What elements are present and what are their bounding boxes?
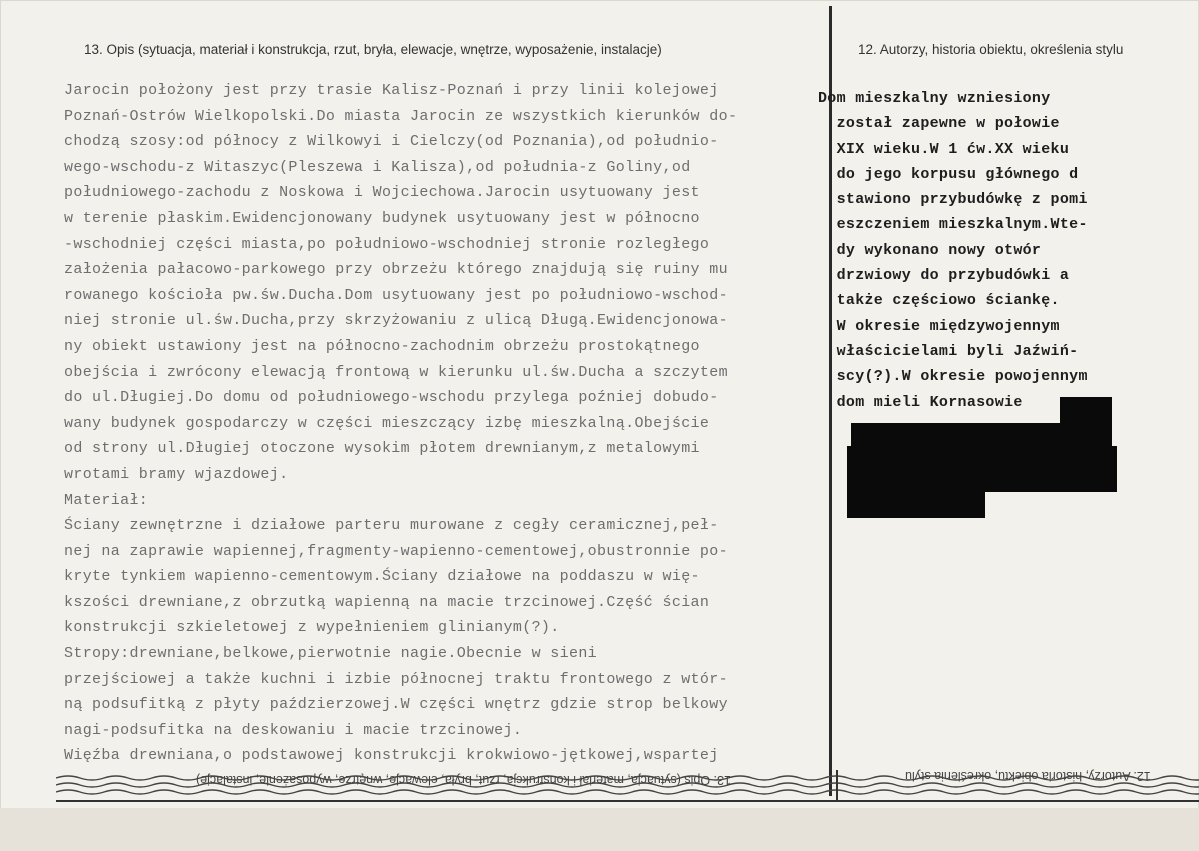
mirrored-section-13-header: 13. Opis (sytuacja, materiał i konstrukcja, rzut, bryła, elewacje, wnętrze, wyposażenie, instalacje) — [196, 773, 731, 787]
text-line: W okresie międzywojennym — [818, 317, 1060, 335]
text-line: obejścia i zwrócony elewacją frontową w kierunku ul.św.Ducha a szczytem — [64, 363, 728, 381]
text-line: ny obiekt ustawiony jest na północno-zachodnim obrzeżu prostokątnego — [64, 337, 700, 355]
text-line: scy(?).W okresie powojennym — [818, 368, 1088, 386]
redaction-block — [847, 446, 1117, 492]
text-line: także częściowo ściankę. — [818, 292, 1060, 310]
text-line: założenia pałacowo-parkowego przy obrzeżu którego znajdują się ruiny mu — [64, 261, 728, 279]
text-line: rowanego kościoła pw.św.Ducha.Dom usytuowany jest po południowo-wschod- — [64, 286, 728, 304]
text-line: wrotami bramy wjazdowej. — [64, 465, 289, 483]
text-line: do ul.Długiej.Do domu od południowego-wschodu przylega poźniej dobudo- — [64, 389, 719, 407]
text-line: od strony ul.Długiej otoczone wysokim płotem drewnianym,z metalowymi — [64, 440, 700, 458]
text-line: dom mieli Kornasowie — [818, 393, 1023, 411]
text-line: Stropy:drewniane,belkowe,pierwotnie nagie.Obecnie w sieni — [64, 645, 598, 663]
text-line: został zapewne w połowie — [818, 115, 1060, 133]
description-text — [64, 78, 737, 769]
mirrored-section-12-header: 12. Autorzy, historia obiektu, określenia stylu — [905, 769, 1151, 783]
text-line: południowego-zachodu z Noskowa i Wojciechowa.Jarocin usytuowany jest — [64, 184, 700, 202]
text-line: Poznań-Ostrów Wielkopolski.Do miasta Jarocin ze wszystkich kierunków do- — [64, 107, 738, 125]
text-line: chodzą szosy:od północy z Wilkowyi i Cielczy(od Poznania),od południo- — [64, 133, 719, 151]
text-line: Więźba drewniana,o podstawowej konstrukcji krokwiowo-jętkowej,wspartej — [64, 747, 719, 765]
section-12-header: 12. Autorzy, historia obiektu, określenia stylu — [858, 42, 1124, 57]
mirrored-column-divider — [836, 770, 838, 800]
text-line: drzwiowy do przybudówki a — [818, 267, 1070, 285]
text-line: kszości drewniane,z obrzutką wapienną na macie trzcinowej.Część ścian — [64, 593, 710, 611]
text-line: kryte tynkiem wapienno-cementowym.Ściany działowe na poddaszu w wię- — [64, 568, 700, 586]
text-line: właścicielami byli Jaźwiń- — [818, 342, 1079, 360]
text-line: dy wykonano nowy otwór — [818, 241, 1042, 259]
text-line: przejściowej a także kuchni i izbie północnej traktu frontowego z wtór- — [64, 670, 728, 688]
background-edge — [0, 808, 1199, 851]
redaction-block — [847, 490, 985, 518]
redaction-block — [1060, 397, 1112, 424]
text-line: -wschodniej części miasta,po południowo-wschodniej stronie rozległego — [64, 235, 710, 253]
text-line: wego-wschodu-z Witaszyc(Pleszewa i Kalisza),od południa-z Goliny,od — [64, 158, 691, 176]
text-line: konstrukcji szkieletowej z wypełnieniem glinianym(?). — [64, 619, 560, 637]
redaction-block — [851, 423, 1112, 447]
text-line: nej na zaprawie wapiennej,fragmenty-wapienno-cementowej,obustronnie po- — [64, 542, 728, 560]
text-line: stawiono przybudówkę z pomi — [818, 191, 1088, 209]
text-line: niej stronie ul.św.Ducha,przy skrzyżowaniu z ulicą Długą.Ewidencjonowa- — [64, 312, 728, 330]
text-line: eszczeniem mieszkalnym.Wte- — [818, 216, 1088, 234]
text-line: Dom mieszkalny wzniesiony — [818, 90, 1051, 107]
text-line: XIX wieku.W 1 ćw.XX wieku — [818, 140, 1070, 158]
text-line: ną podsufitką z płyty paździerzowej.W części wnętrz gdzie strop belkowy — [64, 696, 728, 714]
card-bottom-rule — [56, 800, 1199, 802]
text-line: Ściany zewnętrzne i działowe parteru murowane z cegły ceramicznej,peł- — [64, 517, 719, 535]
section-13-header: 13. Opis (sytuacja, materiał i konstrukcja, rzut, bryła, elewacje, wnętrze, wyposażenie, instalacje) — [84, 42, 662, 57]
text-line: w terenie płaskim.Ewidencjonowany budynek usytuowany jest w północno — [64, 209, 700, 227]
text-line: Materiał: — [64, 491, 149, 509]
text-line: wany budynek gospodarczy w części mieszczący izbę mieszkalną.Obejście — [64, 414, 710, 432]
text-line: Jarocin położony jest przy trasie Kalisz-Poznań i przy linii kolejowej — [64, 82, 719, 99]
text-line: nagi-podsufitka na deskowaniu i macie trzcinowej. — [64, 721, 523, 739]
text-line: do jego korpusu głównego d — [818, 165, 1079, 183]
history-text — [818, 86, 1088, 415]
